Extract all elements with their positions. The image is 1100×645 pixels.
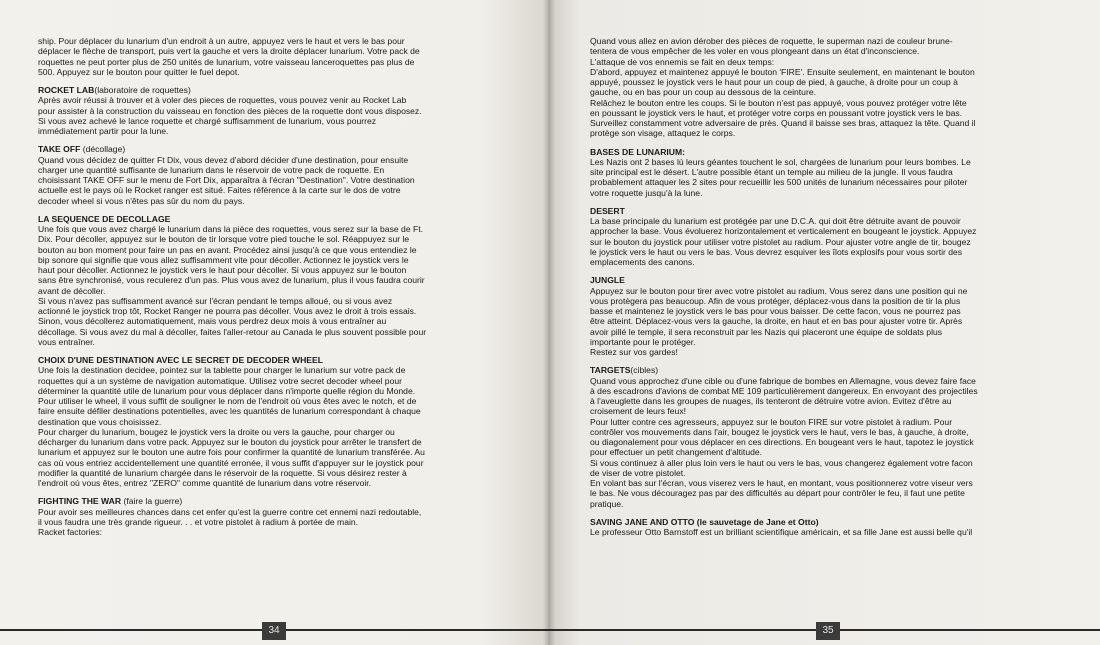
section-heading: TARGETS(cibles) (590, 365, 659, 376)
section-body: Une fois que vous avez chargé le lunarium dans la pièce des roquettes, vous serez sur la base de Ft. Dix. Pour décoller, appuyez sur le bouton de tir lorsque votre pied touche le sol. Réappuyez sur le bouton au bon moment pour faire un pas en avant. Procédez ainsi jusqu'à ce que vous entendiez le bip sonore qui signifie que vous allez suffisamment vite pour décoller. Actionnez le joystick vers le haut pour décoller. Actionnez le joystick vers le haut pour décoller. Si vous appuyez sur le bouton sans être synchronisé, vous reculerez d'un pas. Plus vous avez de lunarium, plus il vous faudra courir avant de décoller. Si vous n'avez pas suffisamment avancé sur l'écran pendant le temps alloué, ou si vous avez actionné le joystick trop tôt, Rocket Ranger ne pourra pas décoller. Vous avez le droit à trois essais. Sinon, vous décollerez automatiquement, mais vous perdrez deux mois à vous entraîner au décollage. Si vous avez du mal à décoller, faites l'aller-retour au Canada le plus souvent possible pour vous entraîner. (38, 224, 427, 347)
section-heading: BASES DE LUNARIUM: (590, 146, 686, 157)
section-body: Appuyez sur le bouton pour tirer avec votre pistolet au radium. Vous serez dans une position qui ne vous protègera pas beaucoup. Afin de vous protéger, déplacez-vous dans la position de tir la plus basse et maintenez le joystick vers le bas pour vous baisser. De cette facon, vous ne pourrez pas être atteint. Déplacez-vous vers la gauche, la droite, en haut et en bas pour ajuster votre tir. Après avoir pillé le temple, il sera reconstruit par les Nazis qui placeront une équipe de soldats plus importante pour le protéger. Restez sur vos gardes! (590, 285, 968, 357)
section-heading: CHOIX D'UNE DESTINATION AVEC LE SECRET DE DECODER WHEEL (38, 355, 324, 365)
page-number: 35 (816, 622, 840, 640)
book-gutter-shadow (543, 0, 555, 645)
section-heading: FIGHTING THE WAR (faire la guerre) (38, 496, 183, 507)
section-heading: TAKE OFF (décollage) (38, 144, 126, 155)
section-heading: SAVING JANE AND OTTO (le sauvetage de Jane et Otto) (590, 516, 819, 527)
section-bases-de-lunarium (590, 147, 1065, 198)
section-desert (590, 206, 1065, 268)
section-body: La base principale du lunarium est protégée par une D.C.A. qui doit être détruite avant de pouvoir approcher la base. Vous évoluerez horizontalement et verticalement en bougeant le joystick. Appuyez sur le bouton du joystick pour utiliser votre pistolet au radium. Pour ajuster votre angle de tir, bougez le joystick vers le haut ou vers le bas. Vous devrez esquiver les îlots explosifs pour vous sortir des emplacements des canons. (590, 216, 977, 267)
section-body: Les Nazis ont 2 bases lù leurs géantes touchent le sol, chargées de lunarium pour leurs bombes. Le site principal est le désert. L'autre possible étant un temple au milieu de la jungle. Il vous faudra probablement attaquer les 2 sites pour recueillir les 500 unités de lunarium nécessaires pour piloter votre roquette jusqu'à la lune. (590, 156, 971, 198)
section-saving-jane-and-otto (590, 517, 1065, 538)
left-intro-text: ship. Pour déplacer du lunarium d'un endroit à un autre, appuyez vers le haut et vers le bas pour déplacer le flèche de transport, puis vert la gauche et vers la droite déplacer lunarium. Votre pack de roquettes ne peut porter plus de 250 unités de lunarium, votre vaisseau lanceroquettes pas plus de 500. Appuyez sur le bouton pour quitter le fuel depot. (38, 36, 420, 77)
section-body: Le professeur Otto Barnstoff est un brilliant scientifique américain, et sa fille Jane est aussi belle qu'il (590, 527, 973, 537)
page-right (548, 0, 1100, 645)
section-jungle (590, 275, 1065, 357)
section-body: Une fois la destination decidee, pointez sur la tablette pour charger le lunarium sur votre pack de roquettes qui a un système de navigation automatique. Utilisez votre secret decoder wheel pour déterminer la quantité utile de lunarium pour vous déplacer dans n'importe quelle région du Monde. Pour utiliser le wheel, il vous suffit de souligner le nom de l'endroit où vous êtes avec le notch, et de faire ensuite défiler destinations potentielles, avec les quantités de lunarium correspondant à chaque destination que vous choisissez. Pour charger du lunarium, bougez le joystick vers la droite ou vers la gauche, pour charger ou décharger du lunarium dans votre pack. Appuyez sur le bouton du joystick pour arrêter le transfert de lunarium et appuyez sur le bouton une autre fois pour confirmer la quantité de lunarium transférée. Au cas où vous entriez accidentellement une quantité erronée, il vous suffit d'appuyer sur le joystick pour modifier la quantité de lunarium chargée dans le réservoir de la roquette. Si vous désirez rester à l'endroit où vous êtes, entrez "ZERO" comme quantité de lunarium dans votre réservoir. (38, 365, 425, 488)
section-heading: LA SEQUENCE DE DECOLLAGE (38, 213, 171, 224)
section-fighting-the-war (38, 496, 516, 537)
section-body: Quand vous approchez d'une cible ou d'une fabrique de bombes en Allemagne, vous devez faire face à des escadrons d'avions de combat ME 109 particulièrement dangereux. En envoyant des projectiles à l'aveuglette dans les groupes de nuages, ils tenteront de détruire votre avion. Evitez d'être au croisement de leurs feux! Pour lutter contre ces agresseurs, appuyez sur le bouton FIRE sur votre pistolet à radium. Pour contrôler vos mouvements dans l'air, bougez le joystick vers le haut, vers le bas, à gauche, à droite, ou diagonalement pour vous déplacer en ces directions. En bougeant vers le haut, tapotez le joystick pour effectuer un petit changement d'altitude. Si vous continuez à aller plus loin vers le haut ou vers le bas, vous changerez également votre facon de viser de votre pistolet. En volant bas sur l'écran, vous viserez vers le haut, en montant, vous positionnerez votre viseur vers le bas. Ne vous découragez pas par des difficultés au départ pour contrôler le feu, il faut une petite pratique. (590, 375, 978, 509)
section-take-off (38, 144, 516, 206)
page-left (0, 0, 548, 645)
section-choix-destination (38, 355, 516, 488)
section-body: Après avoir réussi à trouver et à voler des pieces de roquettes, vous pouvez venir au Rocket Lab pour assister à la construction du vaisseau en fonction des pièces de la roquette dont vous disposez. Si vous avez achevé le lance roquette et chargé suffisamment de lunarium, vous pourrez immédiatement partir pour la lune. (38, 95, 422, 136)
left-text-column (38, 36, 516, 537)
section-heading: ROCKET LAB(laboratoire de roquettes) (38, 85, 191, 95)
right-intro-text: Quand vous allez en avion dérober des pièces de roquette, le superman nazi de couleur brune- tentera de vous empêcher de les voler en vous plongeant dans un état d'inconscience. L'attaque de vos ennemis se fait en deux temps: D'abord, appuyez et maintenez appuyé le bouton 'FIRE'. Ensuite seulement, en maintenant le bouton appuyé, poussez le joystick vers le haut pour un coup de pied, à gauche, à droite pour un coup à gauche, ou en bas pour un coup au dessous de la ceinture. Relâchez le bouton entre les coups. Si le bouton n'est pas appuyé, vous pouvez protéger votre lête en poussant le joystick vers le haut, et protéger votre corps en poussant votre joystick vers le bas. Surveillez constamment votre adversaire de près. Quand il baisse ses bras, attaquez la tête. Quand il protège son visage, attaquez le corps. (590, 36, 976, 139)
section-body: Pour avoir ses meilleures chances dans cet enfer qu'est la guerre contre cet ennemi nazi redoutable, il vous faudra une très grande rigueur. . . et votre pistolet à radium à portée de main. Racket factories: (38, 506, 422, 537)
section-heading: JUNGLE (590, 275, 625, 286)
section-targets (590, 365, 1065, 509)
section-sequence-decollage (38, 214, 516, 347)
page-number: 34 (262, 622, 286, 640)
section-rocket-lab (38, 85, 516, 136)
section-body: Quand vous décidez de quitter Ft Dix, vous devez d'abord décider d'une destination, pour ensuite charger une quantité suffisante de lunarium dans le réservoir de votre pack de roquette. En choisissant TAKE OFF sur le menu de Fort Dix, apparaîtra à l'écran "Destination". Votre destination actuelle est le pays où le Rocket ranger est situé. Faites référence à la carte sur le dos de votre decoder wheel si vous n'êtes pas sûr du nom du pays. (38, 154, 415, 206)
section-heading: DESERT (590, 205, 625, 216)
right-text-column (590, 36, 1065, 537)
